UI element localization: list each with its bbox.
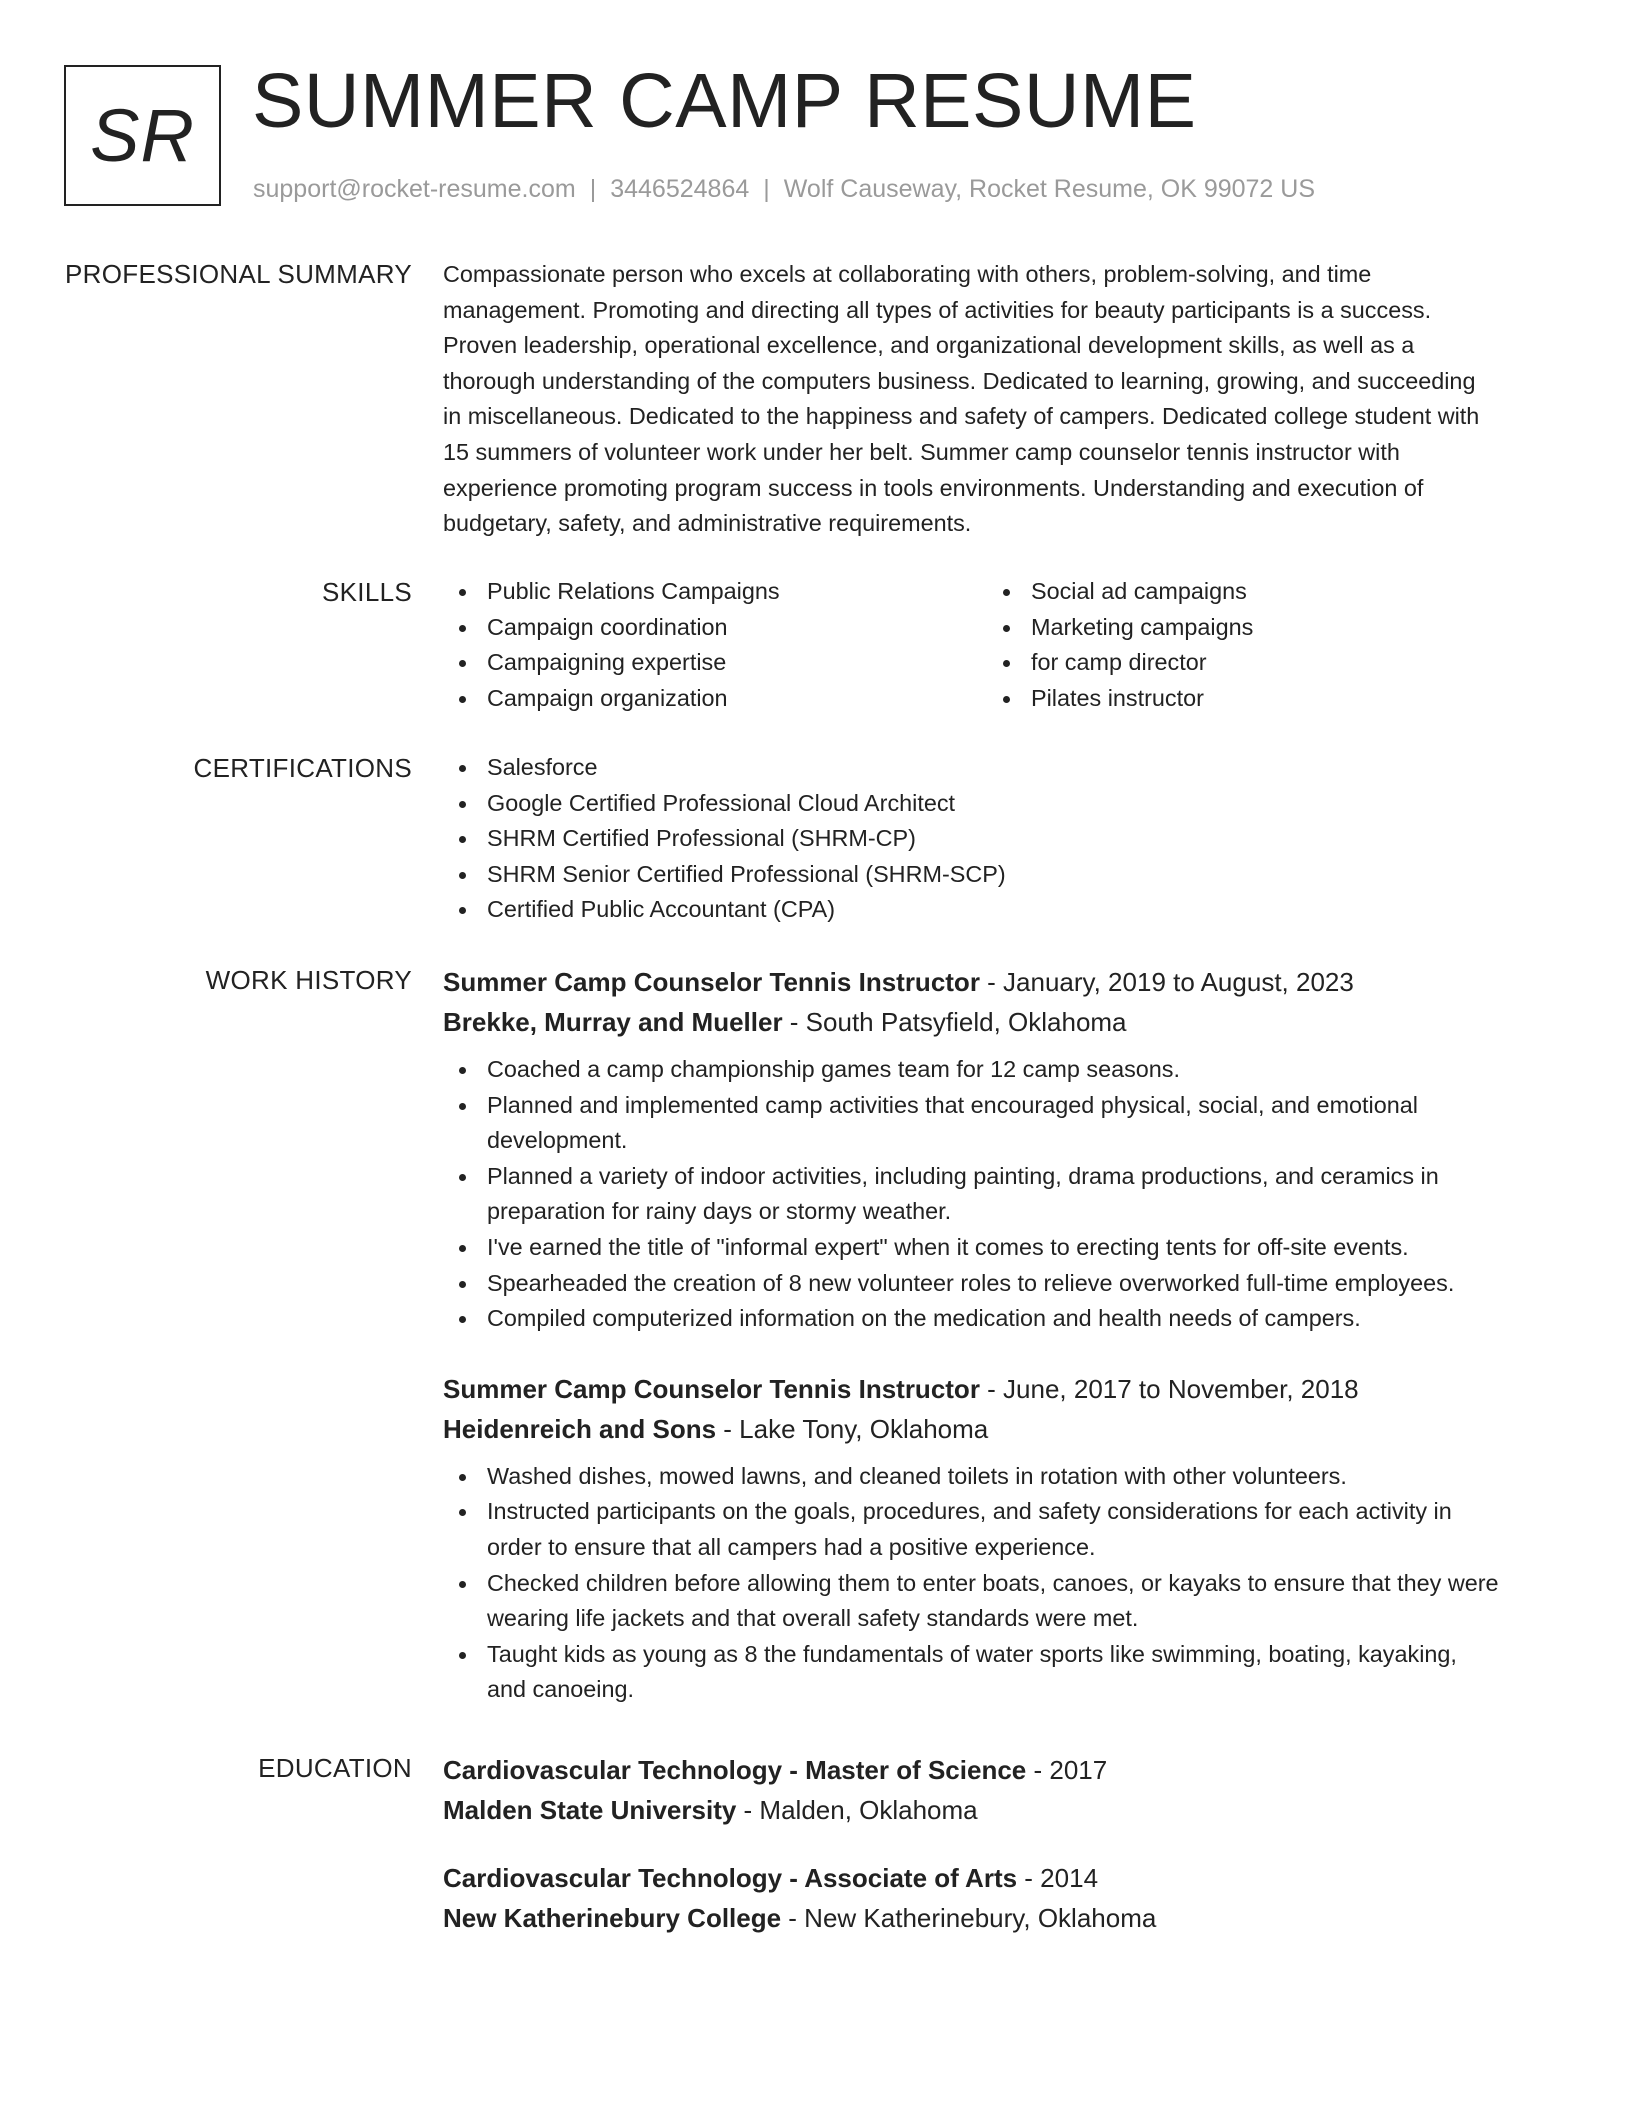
summary-text: [443, 256, 1553, 542]
education-entry: [443, 1858, 1553, 1938]
contact-phone: 3446524864: [610, 175, 750, 203]
education-year: - 2014: [1017, 1863, 1099, 1893]
bullet-text: I've earned the title of "informal expert" when it comes to erecting tents for off-site events.: [487, 1233, 1409, 1260]
job-company: Heidenreich and Sons: [443, 1413, 717, 1444]
bullet-text: development.: [487, 1127, 628, 1154]
bullet-text: order to ensure that all campers had a positive experience.: [487, 1533, 1096, 1560]
section-label-certifications: CERTIFICATIONS: [193, 753, 412, 783]
skill-item: Campaign organization: [443, 681, 963, 717]
resume-title: SUMMER CAMP RESUME: [252, 58, 1197, 144]
skill-item: Campaign coordination: [443, 610, 963, 646]
section-label-summary: PROFESSIONAL SUMMARY: [65, 259, 412, 289]
work-history-body: [443, 962, 1553, 1708]
bullet-text: Instructed participants on the goals, procedures, and safety considerations for each activity in: [487, 1498, 1452, 1525]
job-bullet: [443, 1301, 1553, 1337]
section-label-skills: SKILLS: [322, 577, 412, 607]
certification-item: Google Certified Professional Cloud Architect: [443, 786, 1553, 822]
skills-column-left: [443, 574, 963, 716]
contact-separator: |: [589, 175, 597, 203]
skill-item: for camp director: [987, 645, 1507, 681]
skill-item: Pilates instructor: [987, 681, 1507, 717]
summary-body: [443, 256, 1553, 542]
bullet-text: wearing life jackets and that overall safety standards were met.: [487, 1605, 1139, 1632]
job-bullet: [443, 1494, 1553, 1565]
education-location: - New Katherinebury, Oklahoma: [781, 1903, 1157, 1933]
job-bullet: [443, 1566, 1553, 1637]
summary-line: Proven leadership, operational excellence, and organizational development skills, as well as a: [443, 332, 1415, 359]
bullet-text: Checked children before allowing them to enter boats, canoes, or kayaks to ensure that they were: [487, 1569, 1499, 1596]
job-bullet: [443, 1637, 1553, 1708]
skills-column-right: [987, 574, 1507, 716]
bullet-text: Compiled computerized information on the medication and health needs of campers.: [487, 1305, 1361, 1332]
bullet-text: Spearheaded the creation of 8 new volunteer roles to relieve overworked full-time employees.: [487, 1269, 1455, 1296]
summary-line: in miscellaneous. Dedicated to the happiness and safety of campers. Dedicated college student with: [443, 403, 1480, 430]
skills-body: [443, 574, 1553, 724]
education-degree-line: [443, 1750, 1553, 1790]
job-company-line: [443, 1002, 1553, 1042]
bullet-text: Planned a variety of indoor activities, including painting, drama productions, and ceramics in: [487, 1162, 1439, 1189]
job-title-line: [443, 1369, 1553, 1409]
job-title: Summer Camp Counselor Tennis Instructor: [443, 967, 980, 997]
job-bullet: [443, 1159, 1553, 1230]
education-degree-line: [443, 1858, 1553, 1898]
bullet-text: and canoeing.: [487, 1676, 634, 1703]
skill-item: Campaigning expertise: [443, 645, 963, 681]
monogram-badge: [64, 65, 221, 206]
skill-item: Social ad campaigns: [987, 574, 1507, 610]
certifications-body: [443, 750, 1553, 928]
education-school: New Katherinebury College: [443, 1903, 782, 1933]
job-bullets: [443, 1052, 1553, 1337]
education-year: - 2017: [1026, 1755, 1108, 1785]
education-degree: Cardiovascular Technology - Associate of Arts: [443, 1863, 1018, 1893]
job-entry: [443, 1369, 1553, 1708]
certification-item: SHRM Certified Professional (SHRM-CP): [443, 821, 1553, 857]
summary-line: 15 summers of volunteer work under her belt. Summer camp counselor tennis instructor with: [443, 438, 1400, 465]
job-title-line: [443, 962, 1553, 1002]
job-bullet: [443, 1052, 1553, 1088]
bullet-text: Washed dishes, mowed lawns, and cleaned toilets in rotation with other volunteers.: [487, 1462, 1347, 1489]
job-dates: - January, 2019 to August, 2023: [979, 967, 1354, 997]
skill-item: Marketing campaigns: [987, 610, 1507, 646]
certification-item: SHRM Senior Certified Professional (SHRM-SCP): [443, 857, 1553, 893]
job-bullets: [443, 1459, 1553, 1708]
bullet-text: Coached a camp championship games team for 12 camp seasons.: [487, 1056, 1180, 1082]
education-school-line: [443, 1898, 1553, 1938]
job-company-line: [443, 1409, 1553, 1449]
job-location: - South Patsyfield, Oklahoma: [782, 1007, 1127, 1037]
education-location: - Malden, Oklahoma: [736, 1795, 978, 1825]
education-body: [443, 1750, 1553, 1938]
section-label-work-history: WORK HISTORY: [205, 965, 412, 995]
skill-item: Public Relations Campaigns: [443, 574, 963, 610]
job-bullet: [443, 1230, 1553, 1266]
certification-item: Salesforce: [443, 750, 1553, 786]
summary-line: Compassionate person who excels at collaborating with others, problem-solving, and time: [443, 261, 1372, 287]
job-bullet: [443, 1266, 1553, 1302]
summary-line: management. Promoting and directing all types of activities for beauty participants is a success.: [443, 296, 1432, 323]
summary-line: experience promoting program success in tools environments. Understanding and execution of: [443, 474, 1424, 501]
bullet-text: preparation for rainy days or stormy weather.: [487, 1198, 952, 1225]
certification-item: Certified Public Accountant (CPA): [443, 892, 1553, 928]
summary-line: budgetary, safety, and administrative requirements.: [443, 510, 972, 537]
education-entry: [443, 1750, 1553, 1830]
job-bullet: [443, 1088, 1553, 1159]
job-bullet: [443, 1459, 1553, 1495]
job-dates: - June, 2017 to November, 2018: [979, 1373, 1359, 1404]
job-location: - Lake Tony, Oklahoma: [716, 1413, 989, 1444]
contact-line: [253, 172, 1315, 206]
contact-email: support@rocket-resume.com: [253, 175, 576, 203]
job-entry: [443, 962, 1553, 1337]
bullet-text: Planned and implemented camp activities that encouraged physical, social, and emotional: [487, 1091, 1418, 1118]
education-school-line: [443, 1790, 1553, 1830]
job-title: Summer Camp Counselor Tennis Instructor: [443, 1373, 980, 1404]
contact-address: Wolf Causeway, Rocket Resume, OK 99072 US: [783, 175, 1316, 203]
section-label-education: EDUCATION: [258, 1753, 412, 1783]
education-degree: Cardiovascular Technology - Master of Science: [443, 1755, 1027, 1785]
job-company: Brekke, Murray and Mueller: [443, 1007, 783, 1037]
education-school: Malden State University: [443, 1795, 737, 1825]
monogram-initials: SR: [90, 94, 195, 177]
bullet-text: Taught kids as young as 8 the fundamentals of water sports like swimming, boating, kayaking,: [487, 1640, 1457, 1667]
contact-separator: |: [763, 175, 770, 203]
summary-line: thorough understanding of the computers business. Dedicated to learning, growing, and succeeding: [443, 367, 1476, 394]
